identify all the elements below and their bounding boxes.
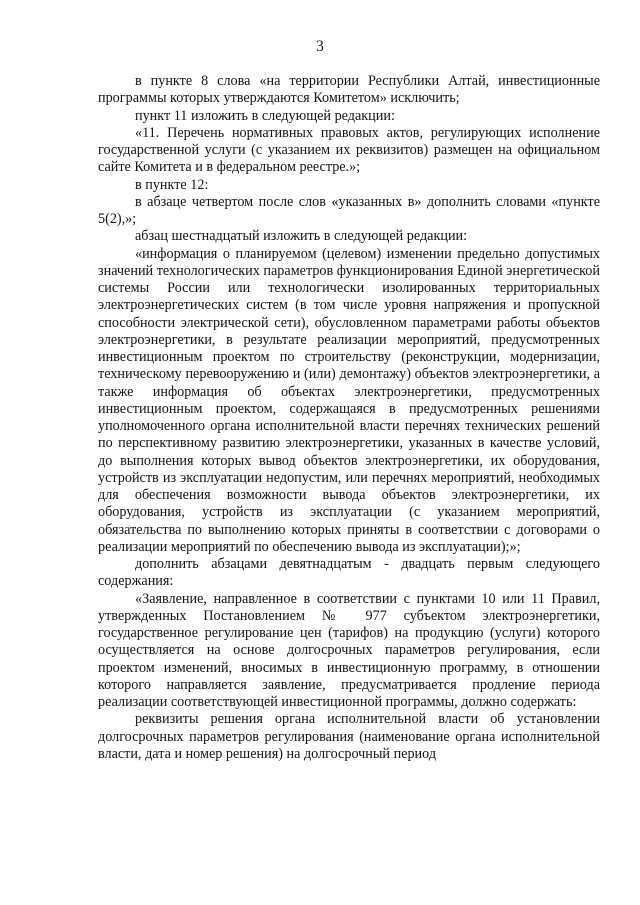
paragraph-fourth-abzac: в абзаце четвертом после слов «указанных в» дополнить словами «пункте 5(2),»; — [98, 193, 600, 227]
paragraph-item-11-intro: пункт 11 изложить в следующей редакции: — [135, 107, 395, 124]
paragraph-add-abzacs-intro: дополнить абзацами девятнадцатым - двадцать первым следующего содержания: — [98, 556, 600, 590]
paragraph-application-text: «Заявление, направленное в соответствии с пунктами 10 или 11 Правил, утвержденных Постановлением № 977 субъектом электроэнергетики, государственное регулирование цен (тарифов) на продукцию (услуги) которого осуществляется на основе долгосрочных параметров регулирования, если проектом изменений, вносимых в инвестиционную программу, в отношении которого направляется заявление, предусматривается продление периода реализации соответствующей инвестиционной программы, должно содержать: — [98, 590, 600, 710]
paragraph-item-11-text: «11. Перечень нормативных правовых актов, регулирующих исполнение государственной услуги (с указанием их реквизитов) размещен на официальном сайте Комитета и в федеральном реестре.»; — [98, 124, 600, 176]
paragraph-amend-item-8: в пункте 8 слова «на территории Республики Алтай, инвестиционные программы которых утверждаются Комитетом» исключить; — [98, 73, 600, 107]
paragraph-requisites-text: реквизиты решения органа исполнительной власти об установлении долгосрочных параметров регулирования (наименование органа исполнительной власти, дата и номер решения) на долгосрочный период — [98, 711, 600, 762]
document-body — [98, 73, 600, 763]
paragraph-item-12-intro: в пункте 12: — [135, 176, 209, 193]
page-number: 3 — [316, 38, 324, 55]
paragraph-sixteenth-intro: абзац шестнадцатый изложить в следующей редакции: — [135, 228, 468, 245]
paragraph-sixteenth-text: «информация о планируемом (целевом) изменении предельно допустимых значений технологических параметров функционирования Единой энергетической системы России или технологически изолированных территориальных электроэнергетических систем (в том числе уровня напряжения и пропускной способности электрической сети), обусловленном параметрами работы объектов электроэнергетики, в результате реализации мероприятий, предусмотренных инвестиционным проектом по строительству (реконструкции, модернизации, техническому перевооружению и (или) демонтажу) объектов электроэнергетики, а также информация об объектах электроэнергетики, предусмотренных инвестиционным проектом, содержащаяся в предусмотренных решениями уполномоченного органа исполнительной власти перечнях технических решений по перспективному развитию электроэнергетики, указанных в качестве условий, до выполнения которых вывод объектов электроэнергетики, их оборудования, устройств из эксплуатации недопустим, или перечнях мероприятий, необходимых для обеспечения возможности вывода объектов электроэнергетики, их оборудования, устройств из эксплуатации (с указанием мероприятий, обязательства по выполнению которых приняты в соответствии с договорами о реализации мероприятий по обеспечению вывода из эксплуатации);»; — [98, 245, 600, 555]
